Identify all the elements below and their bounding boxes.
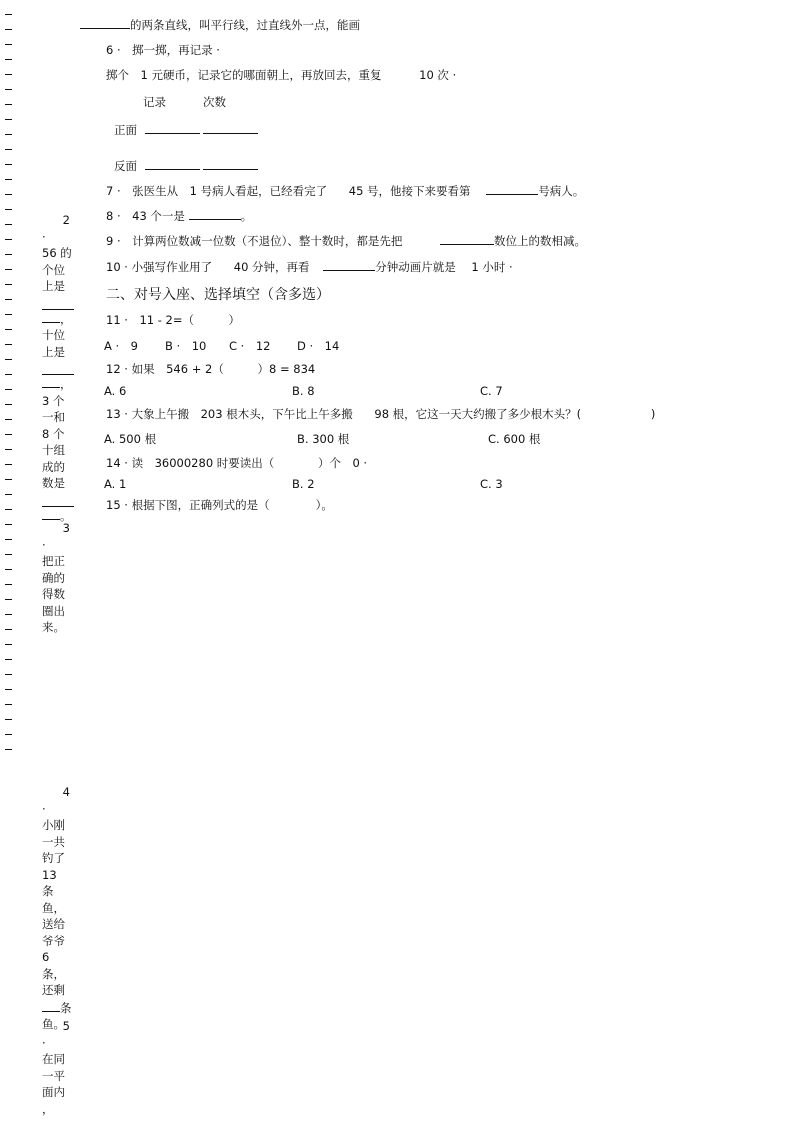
- margin-dash: [5, 749, 12, 750]
- q12-option-b[interactable]: B. 8: [292, 384, 315, 398]
- margin-dash: [5, 314, 12, 315]
- margin-dash: [5, 149, 12, 150]
- q6-instruction: 掷个 1 元硬币，记录它的哪面朝上，再放回去，重复 10 次 ·: [106, 68, 457, 82]
- answer-blank[interactable]: [80, 16, 130, 29]
- margin-dash: [5, 284, 12, 285]
- margin-dash: [5, 359, 12, 360]
- q12-stem: 12 · 如果 546 + 2（ ）8 = 834: [106, 362, 316, 376]
- q10: 10 · 小强写作业用了 40 分钟，再看 分钟动画片就是 1 小时 ·: [106, 260, 513, 274]
- margin-dash: [5, 164, 12, 165]
- top-line: 的两条直线，叫平行线，过直线外一点，能画: [80, 16, 360, 33]
- q15-stem: 15 · 根据下图，正确列式的是（ ）。: [106, 498, 333, 512]
- margin-dash: [5, 14, 12, 15]
- q13-option-c[interactable]: C. 600 根: [488, 432, 541, 446]
- q6-header-count: 次数: [203, 95, 226, 109]
- margin-dash: [5, 329, 12, 330]
- margin-dash: [5, 74, 12, 75]
- q14-stem: 14 · 读 36000280 时要读出（ ）个 0 ·: [106, 456, 368, 470]
- answer-blank[interactable]: [42, 295, 74, 310]
- margin-dash: [5, 119, 12, 120]
- margin-dash: [5, 404, 12, 405]
- q13-stem: 13 · 大象上午搬 203 根木头，下午比上午多搬 98 根，它这一天大约搬了多少根木头？( ): [106, 407, 656, 421]
- q11-option-d[interactable]: D · 14: [297, 339, 340, 353]
- q11-option-a[interactable]: A · 9: [104, 339, 138, 353]
- margin-dash: [5, 524, 12, 525]
- margin-dash: [5, 584, 12, 585]
- q13-option-b[interactable]: B. 300 根: [297, 432, 350, 446]
- margin-dash: [5, 269, 12, 270]
- answer-blank[interactable]: [323, 258, 375, 271]
- margin-dash: [5, 254, 12, 255]
- q8: 8 · 43 个一是 。: [106, 209, 253, 223]
- margin-dash: [5, 539, 12, 540]
- q12-option-c[interactable]: C. 7: [480, 384, 503, 398]
- margin-dash: [5, 29, 12, 30]
- margin-dash: [5, 629, 12, 630]
- answer-blank[interactable]: [189, 207, 241, 220]
- side-question-3: 3 · 把正 确的 得数 圈出 来。: [42, 521, 70, 634]
- margin-dash: [5, 374, 12, 375]
- answer-blank[interactable]: [145, 157, 200, 170]
- q6-title: 6 · 掷一掷，再记录 ·: [106, 43, 220, 57]
- q13-option-a[interactable]: A. 500 根: [104, 432, 157, 446]
- margin-dash: [5, 479, 12, 480]
- margin-dash: [5, 344, 12, 345]
- margin-dash: [5, 614, 12, 615]
- q6-row-front: 正面: [114, 121, 258, 138]
- margin-dash: [5, 104, 12, 105]
- q14-option-a[interactable]: A. 1: [104, 477, 127, 491]
- margin-dash: [5, 644, 12, 645]
- margin-dash: [5, 44, 12, 45]
- margin-dash: [5, 89, 12, 90]
- margin-dash: [5, 224, 12, 225]
- answer-blank[interactable]: [440, 232, 494, 245]
- q6-row-back: 反面: [114, 157, 258, 174]
- margin-dash: [5, 194, 12, 195]
- answer-blank[interactable]: [42, 507, 60, 520]
- answer-blank[interactable]: [42, 360, 74, 375]
- margin-dash: [5, 299, 12, 300]
- margin-dash: [5, 179, 12, 180]
- q11-stem: 11 · 11 - 2=（ ）: [106, 313, 240, 327]
- answer-blank[interactable]: [42, 492, 74, 507]
- margin-dash: [5, 689, 12, 690]
- margin-dash: [5, 599, 12, 600]
- answer-blank[interactable]: [42, 375, 60, 388]
- side-question-2: 2 · 56 的 个位 上是 ， 十位 上是 ， 3 个 一和 8 个 十组 成的 数是 。: [42, 212, 74, 524]
- margin-dash-column: [5, 14, 13, 764]
- margin-dash: [5, 464, 12, 465]
- side-question-5: 5 · 在同 一平 面内 ，: [42, 1019, 70, 1116]
- q14-option-c[interactable]: C. 3: [480, 477, 503, 491]
- answer-blank[interactable]: [42, 310, 60, 323]
- q14-option-b[interactable]: B. 2: [292, 477, 315, 491]
- margin-dash: [5, 554, 12, 555]
- q12-option-a[interactable]: A. 6: [104, 384, 127, 398]
- margin-dash: [5, 719, 12, 720]
- section-heading: 二、对号入座、选择填空（含多选）: [106, 287, 330, 303]
- side-question-4: 4 · 小刚 一共 钓了 13 条 鱼， 送给 爷爷 6 条， 还剩 条 鱼。: [42, 785, 72, 1031]
- margin-dash: [5, 509, 12, 510]
- margin-dash: [5, 494, 12, 495]
- margin-dash: [5, 734, 12, 735]
- q11-option-c[interactable]: C · 12: [229, 339, 271, 353]
- margin-dash: [5, 209, 12, 210]
- answer-blank[interactable]: [42, 999, 60, 1012]
- answer-blank[interactable]: [486, 182, 538, 195]
- margin-dash: [5, 704, 12, 705]
- margin-dash: [5, 449, 12, 450]
- q6-header-record: 记录: [143, 95, 166, 109]
- q7: 7 · 张医生从 1 号病人看起，已经看完了 45 号，他接下来要看第 号病人。: [106, 184, 585, 198]
- margin-dash: [5, 59, 12, 60]
- answer-blank[interactable]: [203, 157, 258, 170]
- margin-dash: [5, 674, 12, 675]
- q11-option-b[interactable]: B · 10: [165, 339, 207, 353]
- margin-dash: [5, 569, 12, 570]
- q9: 9 · 计算两位数减一位数（不退位）、整十数时，都是先把 数位上的数相减。: [106, 234, 587, 248]
- margin-dash: [5, 434, 12, 435]
- margin-dash: [5, 239, 12, 240]
- answer-blank[interactable]: [203, 121, 258, 134]
- margin-dash: [5, 659, 12, 660]
- answer-blank[interactable]: [145, 121, 200, 134]
- margin-dash: [5, 134, 12, 135]
- margin-dash: [5, 419, 12, 420]
- margin-dash: [5, 389, 12, 390]
